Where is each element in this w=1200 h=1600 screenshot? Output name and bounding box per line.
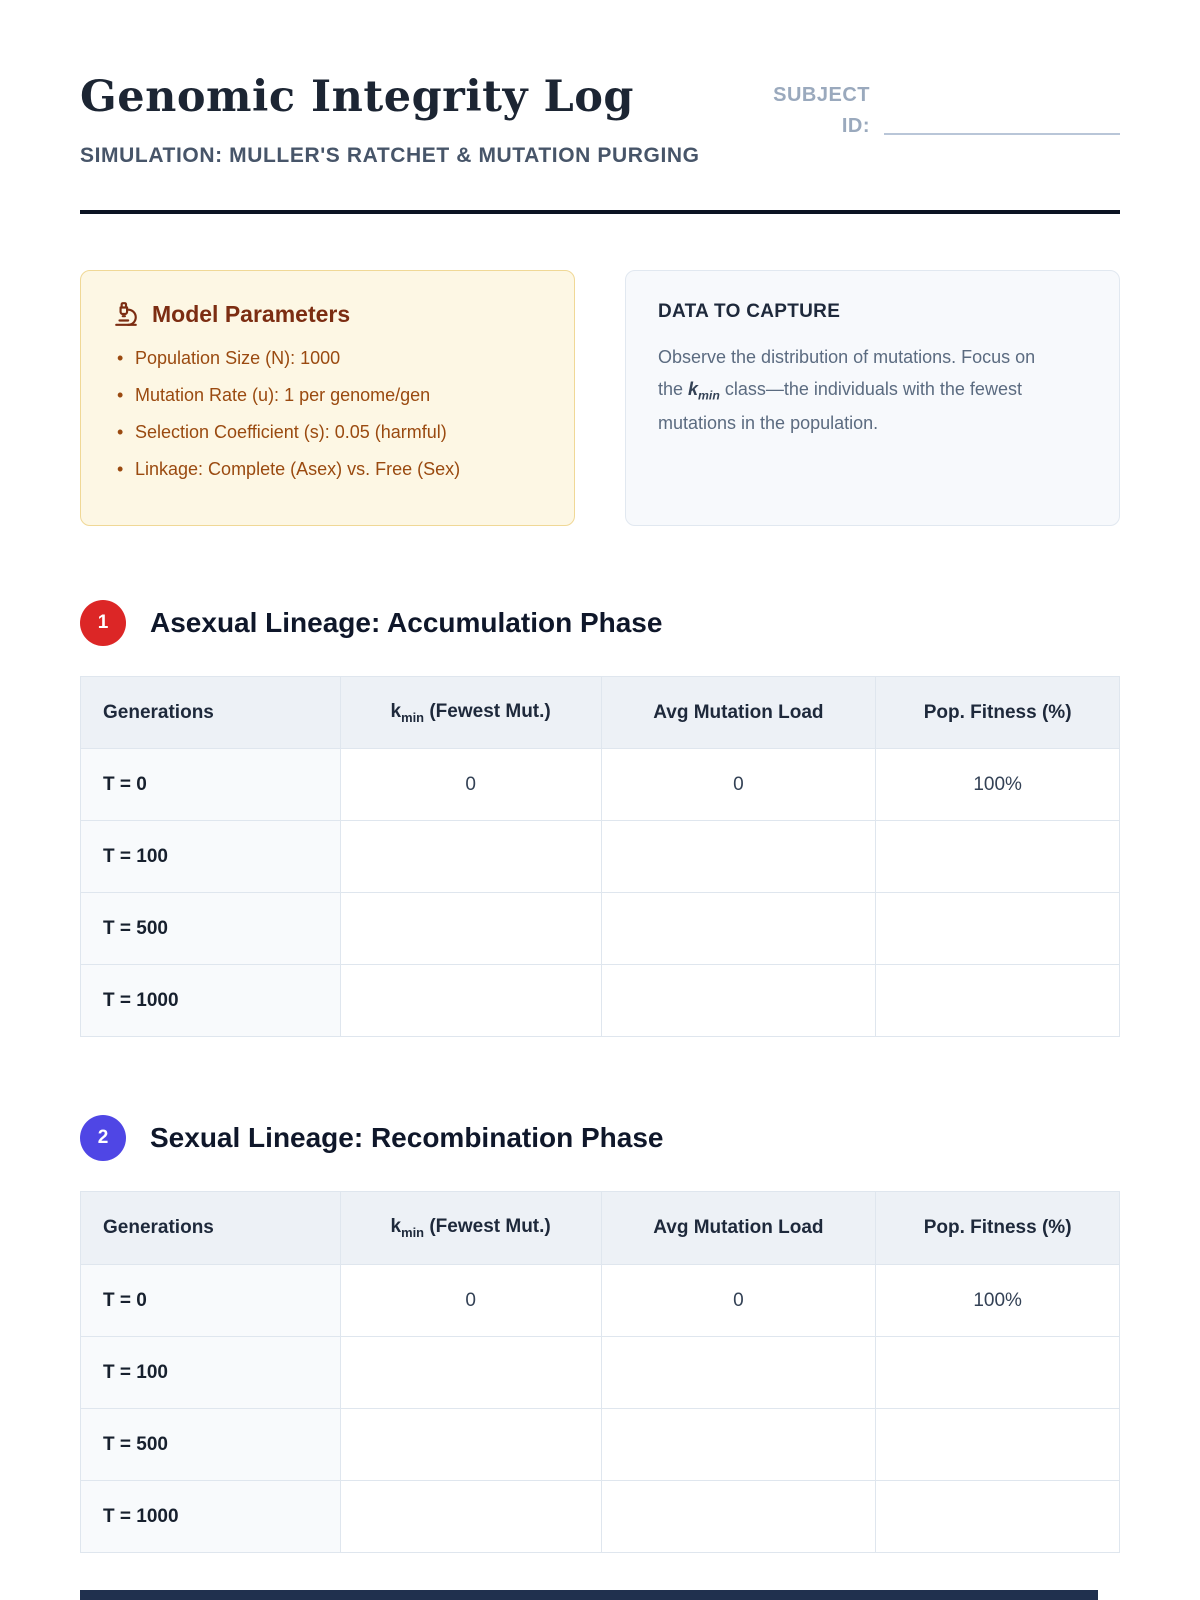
data-value-cell: 100%: [876, 749, 1120, 821]
column-header: Pop. Fitness (%): [876, 1192, 1120, 1265]
section-badge: 2: [80, 1115, 126, 1161]
empty-entry-cell[interactable]: [340, 821, 601, 893]
data-value-cell: 100%: [876, 1265, 1120, 1337]
table-row: [81, 893, 1120, 965]
empty-entry-cell[interactable]: [876, 1409, 1120, 1481]
section-heading: [80, 600, 1120, 646]
column-header: Avg Mutation Load: [601, 1192, 876, 1265]
model-parameters-heading: [113, 301, 542, 328]
model-parameters-title: Model Parameters: [152, 300, 351, 327]
generation-label: T = 0: [81, 1265, 341, 1337]
empty-entry-cell[interactable]: [601, 1481, 876, 1553]
header-divider: [80, 210, 1120, 214]
empty-entry-cell[interactable]: [601, 1337, 876, 1409]
table-row: [81, 821, 1120, 893]
subject-id-group: [758, 80, 1120, 142]
section-sexual: [80, 1115, 1120, 1553]
generation-label: T = 500: [81, 1409, 341, 1481]
column-header: Pop. Fitness (%): [876, 676, 1120, 749]
page-subtitle: SIMULATION: MULLER'S RATCHET & MUTATION PURGING: [80, 144, 700, 167]
empty-entry-cell[interactable]: [876, 821, 1120, 893]
subject-id-field[interactable]: [884, 115, 1120, 135]
microscope-icon: [113, 301, 139, 327]
page-title: Genomic Integrity Log: [80, 72, 634, 122]
parameter-item: • Population Size (N): 1000: [113, 346, 542, 370]
subject-id-label: SUBJECT ID:: [773, 84, 870, 137]
empty-entry-cell[interactable]: [601, 965, 876, 1037]
empty-entry-cell[interactable]: [601, 1409, 876, 1481]
generation-label: T = 0: [81, 749, 341, 821]
section-asexual: [80, 600, 1120, 1038]
table-row: [81, 1409, 1120, 1481]
data-value-cell: 0: [340, 749, 601, 821]
empty-entry-cell[interactable]: [340, 1409, 601, 1481]
table-row: [81, 1265, 1120, 1337]
section-heading: [80, 1115, 1120, 1161]
section-badge: 1: [80, 600, 126, 646]
empty-entry-cell[interactable]: [876, 965, 1120, 1037]
empty-entry-cell[interactable]: [340, 965, 601, 1037]
data-to-capture-box: [625, 270, 1120, 526]
data-table-asexual: [80, 676, 1120, 1038]
table-row: [81, 749, 1120, 821]
table-row: [81, 1481, 1120, 1553]
empty-entry-cell[interactable]: [340, 893, 601, 965]
column-header: $k_{min}$ (Fewest Mut.): [340, 1192, 601, 1265]
table-row: [81, 1337, 1120, 1409]
capture-body: Observe the distribution of mutations. Focus on the $k_{min}$ class—the individuals with the fewest mutations in the population.: [658, 346, 1036, 433]
empty-entry-cell[interactable]: [876, 1337, 1120, 1409]
kmin-term: $k_{min}$: [688, 378, 720, 403]
generation-label: T = 1000: [81, 1481, 341, 1553]
info-boxes: [80, 270, 1120, 526]
empty-entry-cell[interactable]: [876, 893, 1120, 965]
empty-entry-cell[interactable]: [601, 893, 876, 965]
empty-entry-cell[interactable]: [340, 1337, 601, 1409]
column-header: Avg Mutation Load: [601, 676, 876, 749]
empty-entry-cell[interactable]: [340, 1481, 601, 1553]
parameter-item: • Linkage: Complete (Asex) vs. Free (Sex): [113, 457, 542, 481]
parameter-item: • Mutation Rate (u): 1 per genome/gen: [113, 383, 542, 407]
empty-entry-cell[interactable]: [876, 1481, 1120, 1553]
table-row: [81, 965, 1120, 1037]
data-value-cell: 0: [340, 1265, 601, 1337]
generation-label: T = 100: [81, 821, 341, 893]
data-table-sexual: [80, 1191, 1120, 1553]
parameters-list: [113, 346, 542, 482]
column-header: Generations: [81, 1192, 341, 1265]
header: [80, 72, 1120, 172]
data-to-capture-title: DATA TO CAPTURE: [658, 300, 841, 322]
parameter-item: • Selection Coefficient (s): 0.05 (harmful): [113, 420, 542, 444]
footer-bar: [80, 1590, 1098, 1600]
generation-label: T = 1000: [81, 965, 341, 1037]
generation-label: T = 500: [81, 893, 341, 965]
column-header: Generations: [81, 676, 341, 749]
section-title: Sexual Lineage: Recombination Phase: [150, 1122, 664, 1154]
section-title: Asexual Lineage: Accumulation Phase: [150, 606, 663, 638]
column-header: $k_{min}$ (Fewest Mut.): [340, 676, 601, 749]
empty-entry-cell[interactable]: [601, 821, 876, 893]
table-header-row: [81, 1192, 1120, 1265]
model-parameters-box: [80, 270, 575, 526]
data-value-cell: 0: [601, 749, 876, 821]
data-value-cell: 0: [601, 1265, 876, 1337]
generation-label: T = 100: [81, 1337, 341, 1409]
table-header-row: [81, 676, 1120, 749]
